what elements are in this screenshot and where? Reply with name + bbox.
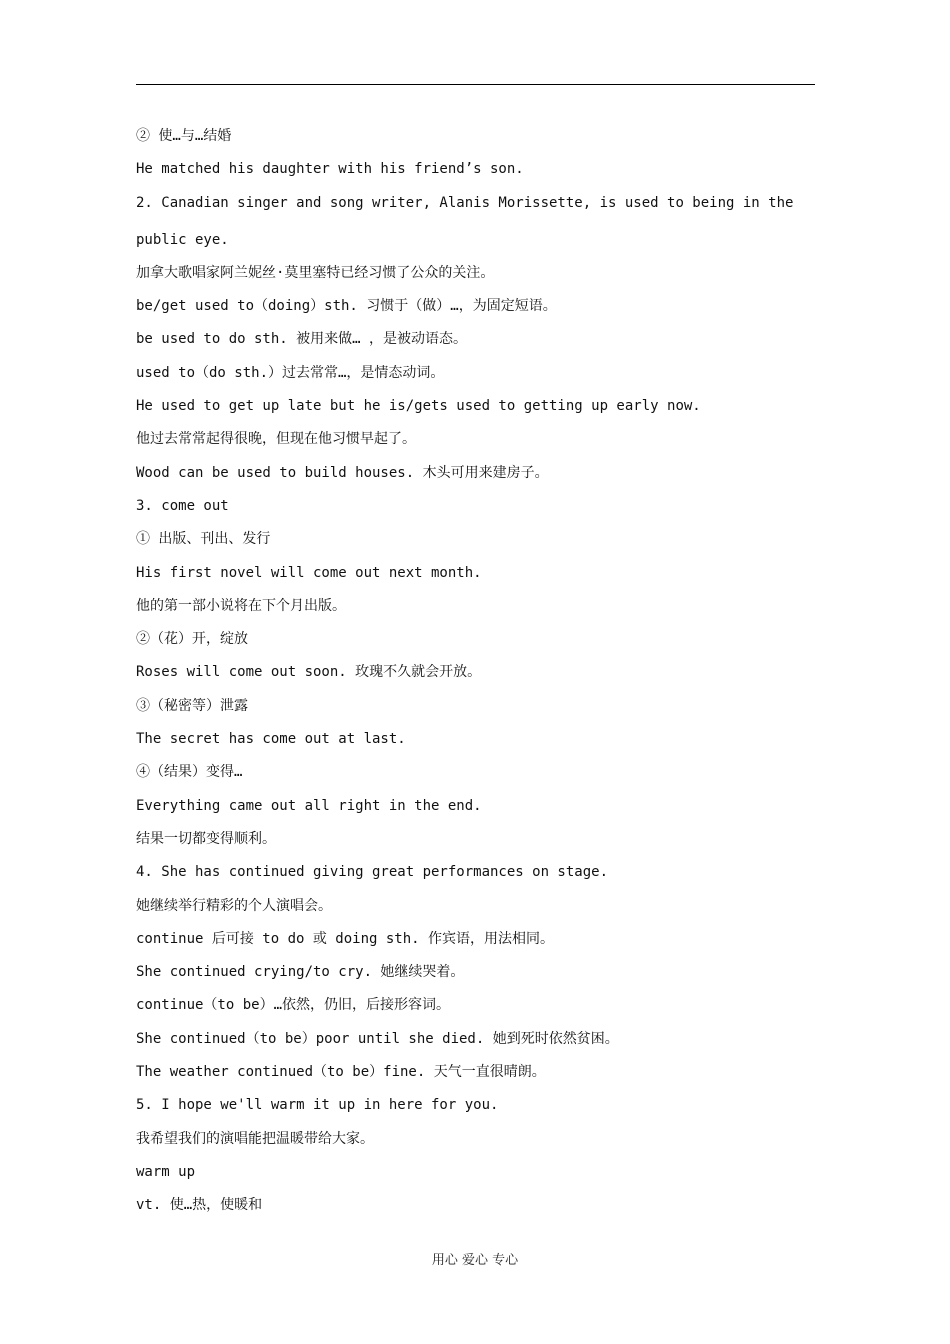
text-line: continue 后可接 to do 或 doing sth. 作宾语，用法相同。: [136, 930, 555, 947]
header-rule: [136, 84, 815, 85]
text-line: He used to get up late but he is/gets used to getting up early now.: [136, 398, 701, 415]
text-line: be used to do sth. 被用来做… ，是被动语态。: [136, 331, 468, 348]
text-line: She continued crying/to cry. 她继续哭着。: [136, 964, 465, 981]
text-line: 2. Canadian singer and song writer, Alanis Morissette, is used to being in the: [136, 194, 794, 211]
text-line: ① 出版、刊出、发行: [136, 531, 271, 548]
text-line: 5. I hope we'll warm it up in here for you.: [136, 1097, 499, 1114]
text-line: She continued（to be）poor until she died. 她到死时依然贫困。: [136, 1030, 619, 1047]
text-line: Wood can be used to build houses. 木头可用来建房子。: [136, 464, 549, 481]
text-line: vt. 使…热，使暖和: [136, 1197, 263, 1214]
text-line: warm up: [136, 1163, 196, 1180]
text-line: continue（to be）…依然，仍旧，后接形容词。: [136, 997, 451, 1014]
text-line: His first novel will come out next month.: [136, 564, 482, 581]
text-line: He matched his daughter with his friend’s son.: [136, 161, 524, 178]
text-line: 结果一切都变得顺利。: [136, 830, 276, 847]
text-line: The weather continued（to be）fine. 天气一直很晴朗。: [136, 1064, 546, 1081]
document-body: [136, 124, 826, 1227]
text-line: ③（秘密等）泄露: [136, 697, 248, 714]
text-line: ④（结果）变得…: [136, 764, 243, 781]
text-line: 他的第一部小说将在下个月出版。: [136, 597, 346, 614]
text-line: 3. come out: [136, 497, 229, 514]
text-line: 4. She has continued giving great performances on stage.: [136, 864, 609, 881]
text-line: The secret has come out at last.: [136, 731, 406, 748]
text-line: Everything came out all right in the end.: [136, 797, 482, 814]
page-footer: 用心 爱心 专心: [431, 1253, 519, 1268]
text-line: 他过去常常起得很晚，但现在他习惯早起了。: [136, 431, 416, 448]
text-line: 她继续举行精彩的个人演唱会。: [136, 897, 332, 914]
text-line: used to（do sth.）过去常常…，是情态动词。: [136, 364, 445, 381]
text-line: ② 使…与…结婚: [136, 128, 232, 144]
text-line: ②（花）开，绽放: [136, 631, 248, 648]
text-line: be/get used to（doing）sth. 习惯于（做）…，为固定短语。: [136, 298, 557, 315]
text-line: public eye.: [136, 231, 229, 248]
text-line: 我希望我们的演唱能把温暖带给大家。: [136, 1130, 374, 1147]
text-line: 加拿大歌唱家阿兰妮丝·莫里塞特已经习惯了公众的关注。: [136, 264, 495, 281]
text-line: Roses will come out soon. 玫瑰不久就会开放。: [136, 664, 482, 681]
